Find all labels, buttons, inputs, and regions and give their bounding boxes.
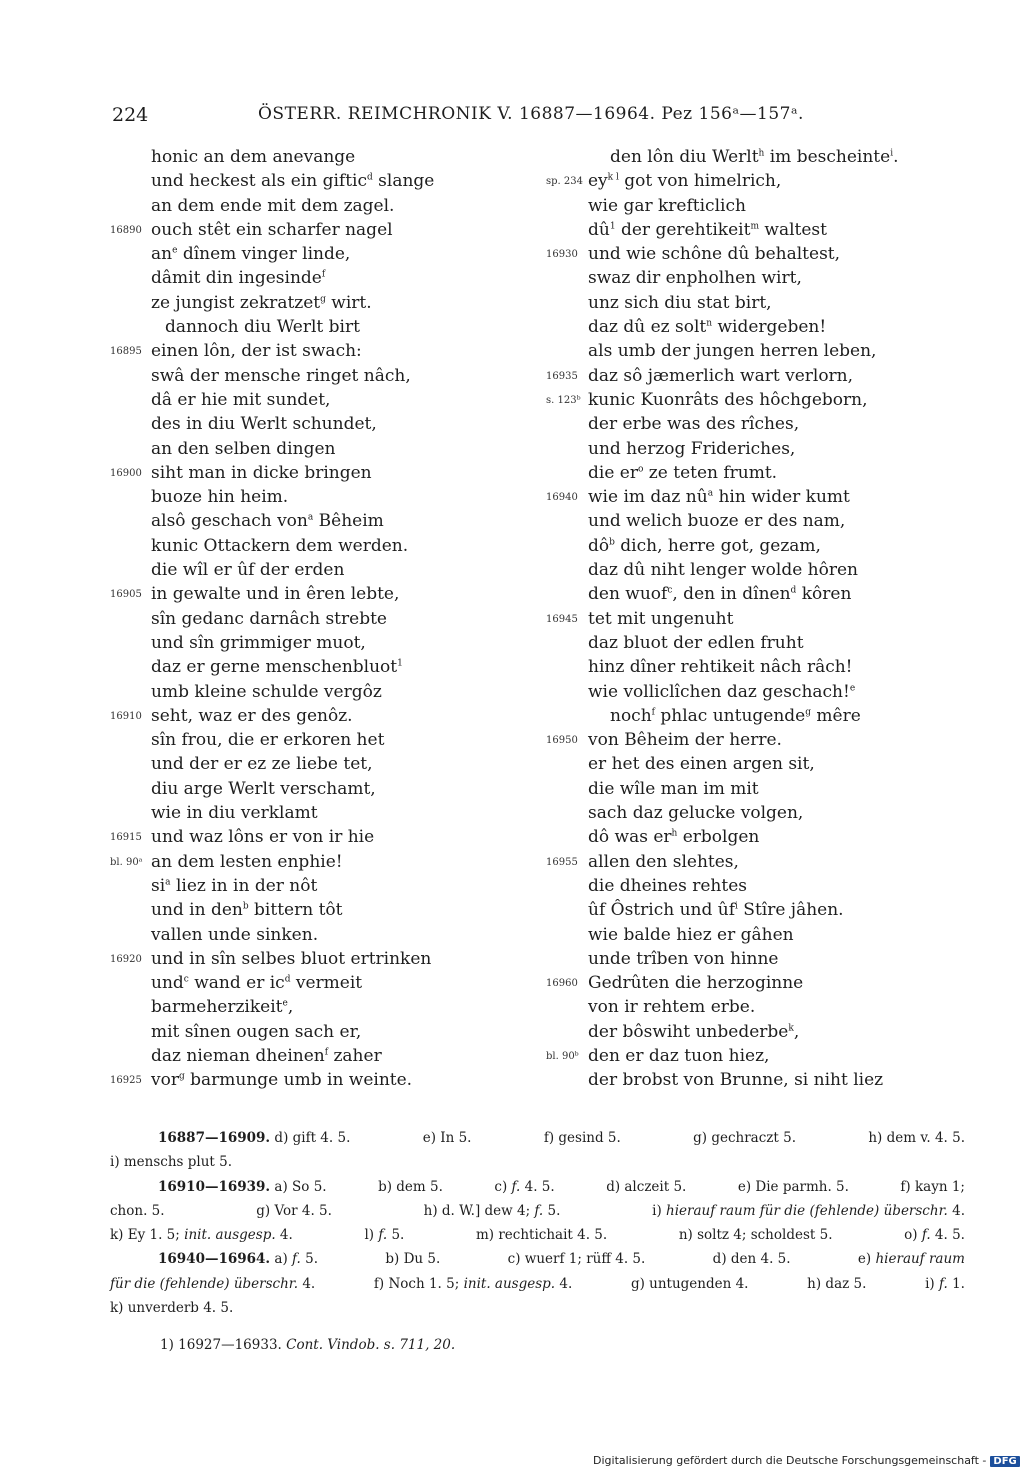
apparatus-entry: 16910—16939. a) So 5. (158, 1178, 327, 1195)
verse-line (110, 509, 510, 533)
apparatus-entry: n) soltz 4; scholdest 5. (678, 1227, 833, 1244)
verse-line (546, 437, 966, 461)
verse-text: wie volliclîchen daz geschach!$^e$ (588, 681, 856, 702)
verse-text: mit sînen ougen sach er, (151, 1021, 362, 1042)
verse-line (546, 242, 966, 266)
line-number: 16940 (546, 492, 578, 504)
verse-line (110, 582, 510, 606)
verse-text: des in diu Werlt schundet, (151, 414, 377, 435)
verse-line (110, 485, 510, 509)
line-number: sp. 234 (546, 176, 583, 188)
verse-line (546, 655, 966, 679)
apparatus-entry: i) hierauf raum für die (fehlende) überschr. 4. (652, 1202, 965, 1219)
verse-line (546, 169, 966, 193)
verse-line (546, 728, 966, 752)
verse-line (110, 898, 510, 922)
verse-line (546, 1044, 966, 1068)
line-number: 16910 (110, 710, 142, 722)
verse-text: und sîn grimmiger muot, (151, 632, 366, 653)
verse-text: vor$^g$ barmunge umb in weinte. (151, 1070, 413, 1091)
verse-line (546, 971, 966, 995)
verse-text: seht, waz er des genôz. (151, 705, 353, 726)
line-number: 16955 (546, 856, 578, 868)
apparatus-entry: k) Ey 1. 5; init. ausgesp. 4. (110, 1227, 293, 1244)
verse-column-left (110, 145, 510, 1093)
verse-text: wie gar krefticlich (588, 195, 746, 216)
verse-line (110, 923, 510, 947)
verse-line (110, 291, 510, 315)
verse-line (546, 534, 966, 558)
verse-text: dâ er hie mit sundet, (151, 389, 331, 410)
apparatus-entry: h) daz 5. (807, 1275, 867, 1292)
verse-line (110, 995, 510, 1019)
verse-text: $ey^{k l}$ got von himelrich, (588, 171, 782, 192)
page-number: 224 (112, 104, 149, 126)
verse-line (110, 801, 510, 825)
verse-text: tet mit ungenuht (588, 608, 734, 629)
apparatus-entry: h) d. W.] dew 4; f. 5. (423, 1202, 561, 1219)
apparatus-line (110, 1272, 965, 1296)
source-footnote: 1) 16927—16933. Cont. Vindob. s. 711, 20. (160, 1337, 456, 1353)
verse-line (110, 752, 510, 776)
apparatus-entry: f) kayn 1; (900, 1178, 965, 1195)
verse-text: von ir rehtem erbe. (588, 997, 756, 1018)
verse-text: diu arge Werlt verschamt, (151, 778, 376, 799)
apparatus-entry: für die (fehlende) überschr. 4. (110, 1275, 316, 1292)
verse-text: die dheines rehtes (588, 875, 748, 896)
apparatus-entry: d) alczeit 5. (606, 1178, 687, 1195)
apparatus-entry: h) dem v. 4. 5. (868, 1130, 965, 1146)
verse-line (110, 169, 510, 193)
verse-text: kunic Kuonrâts des hôchgeborn, (588, 389, 868, 410)
verse-line (546, 509, 966, 533)
verse-text: hinz dîner rehtikeit nâch râch! (588, 657, 853, 678)
verse-line (546, 315, 966, 339)
verse-text: Gedrûten die herzoginne (588, 973, 804, 994)
verse-text: daz nieman dheinen$^f$ zaher (151, 1045, 382, 1066)
verse-text: und wie schône dû behaltest, (588, 244, 841, 265)
verse-line (110, 680, 510, 704)
verse-text: $si^a$ liez in in der nôt (151, 875, 318, 896)
line-number: 16925 (110, 1075, 142, 1087)
verse-text: sîn gedanc darnâch strebte (151, 608, 387, 629)
verse-line (110, 874, 510, 898)
line-number: 16895 (110, 346, 142, 358)
verse-text: vallen unde sinken. (151, 924, 319, 945)
page-header (112, 104, 832, 130)
verse-text: sîn frou, die er erkoren het (151, 730, 385, 751)
verse-line (110, 947, 510, 971)
verse-text: $an^e$ dînem vinger linde, (151, 244, 351, 265)
apparatus-entry: chon. 5. (110, 1202, 165, 1219)
line-number: 16935 (546, 370, 578, 382)
verse-text: der brobst von Brunne, si niht liez (588, 1070, 884, 1091)
verse-text: unde trîben von hinne (588, 948, 779, 969)
apparatus-line (110, 1150, 965, 1174)
verse-line (546, 752, 966, 776)
verse-line (110, 1044, 510, 1068)
verse-text: von Bêheim der herre. (588, 730, 782, 751)
verse-text: in gewalte und in êren lebte, (151, 584, 400, 605)
verse-line (110, 631, 510, 655)
verse-text: wie im daz $nû^a$ hin wider kumt (588, 487, 850, 508)
verse-line (110, 607, 510, 631)
verse-text: an dem ende mit dem zagel. (151, 195, 395, 216)
verse-line (546, 582, 966, 606)
apparatus-entry: l) f. 5. (364, 1227, 405, 1244)
verse-text: ouch stêt ein scharfer nagel (151, 219, 393, 240)
verse-line (110, 364, 510, 388)
verse-line (546, 412, 966, 436)
verse-line (546, 923, 966, 947)
verse-line (546, 777, 966, 801)
verse-line (546, 704, 966, 728)
line-number: 16920 (110, 953, 142, 965)
verse-line (546, 461, 966, 485)
apparatus-entry: e) In 5. (422, 1130, 472, 1146)
apparatus-entry: f) Noch 1. 5; init. ausgesp. 4. (373, 1275, 573, 1292)
verse-line (546, 339, 966, 363)
verse-text: kunic Ottackern dem werden. (151, 535, 409, 556)
running-title: ÖSTERR. REIMCHRONIK V. 16887—16964. Pez 156ᵃ—157ᵃ. (258, 104, 804, 124)
verse-line (110, 194, 510, 218)
verse-line (110, 339, 510, 363)
verse-text: dâmit din ingesinde$^f$ (151, 268, 326, 289)
verse-text: ûf Ôstrich und $ûf^i$ Stîre jâhen. (588, 900, 844, 921)
verse-line (546, 607, 966, 631)
apparatus-entry: e) hierauf raum (857, 1251, 965, 1268)
verse-text: und heckest als ein giftic$^d$ slange (151, 171, 435, 192)
verse-text: sach daz gelucke volgen, (588, 803, 804, 824)
line-number: 16900 (110, 467, 142, 479)
apparatus-entry: b) Du 5. (385, 1251, 441, 1268)
verse-text: an den selben dingen (151, 438, 336, 459)
apparatus-line (110, 1223, 965, 1247)
line-number: 16950 (546, 735, 578, 747)
verse-line (110, 704, 510, 728)
verse-text: daz er gerne menschenbluot$^1$ (151, 657, 403, 678)
verse-text: der bôswiht unbederbe$^k$, (588, 1021, 800, 1042)
verse-line (110, 777, 510, 801)
verse-text: einen lôn, der ist swach: (151, 341, 362, 362)
verse-text: wie in diu verklamt (151, 803, 318, 824)
apparatus-line (110, 1175, 965, 1199)
verse-text: $dû^1$ der gerehtikeit$^m$ waltest (588, 219, 827, 240)
apparatus-entry: g) untugenden 4. (630, 1275, 749, 1292)
verse-text: wie balde hiez er gâhen (588, 924, 794, 945)
apparatus-entry: b) dem 5. (378, 1178, 443, 1195)
verse-text: $dô^b$ dich, herre got, gezam, (588, 535, 821, 556)
verse-line (546, 825, 966, 849)
apparatus-line (110, 1296, 965, 1320)
dfg-credit (593, 1454, 1020, 1467)
verse-line (546, 1020, 966, 1044)
verse-line (110, 315, 510, 339)
line-number: 16960 (546, 978, 578, 990)
verse-text: swaz dir enpholhen wirt, (588, 268, 802, 289)
verse-line (546, 801, 966, 825)
verse-line (546, 194, 966, 218)
verse-line (110, 558, 510, 582)
verse-line (110, 971, 510, 995)
verse-column-right (546, 145, 966, 1093)
verse-text: siht man in dicke bringen (151, 462, 372, 483)
verse-line (110, 242, 510, 266)
verse-line (110, 534, 510, 558)
verse-text: umb kleine schulde vergôz (151, 681, 382, 702)
verse-line (110, 825, 510, 849)
verse-line (110, 145, 510, 169)
verse-text: daz bluot der edlen fruht (588, 632, 804, 653)
verse-line (546, 266, 966, 290)
verse-line (546, 218, 966, 242)
verse-text: und$^c$ wand er $ic^d$ vermeit (151, 973, 363, 994)
verse-text: und der er ez ze liebe tet, (151, 754, 373, 775)
verse-text: barmeherzikeit$^e$, (151, 997, 294, 1018)
apparatus-entry: g) Vor 4. 5. (256, 1202, 332, 1219)
apparatus-entry: o) f. 4. 5. (904, 1227, 965, 1244)
verse-text: und in sîn selbes bluot ertrinken (151, 948, 432, 969)
verse-line (546, 680, 966, 704)
verse-text: die wîle man im mit (588, 778, 759, 799)
verse-text: und herzog Frideriches, (588, 438, 796, 459)
verse-line (546, 388, 966, 412)
verse-text: der erbe was des rîches, (588, 414, 800, 435)
verse-text: die wîl er ûf der erden (151, 560, 345, 581)
verse-text: unz sich diu stat birt, (588, 292, 772, 313)
line-number: bl. 90ᵇ (546, 1050, 579, 1062)
verse-line (546, 364, 966, 388)
verse-text: an dem lesten enphie! (151, 851, 343, 872)
verse-line (110, 655, 510, 679)
line-number: 16905 (110, 589, 142, 601)
verse-line (110, 437, 510, 461)
verse-text: den lôn diu Werlt$^h$ im bescheinte$^i$. (610, 147, 899, 167)
verse-line (110, 850, 510, 874)
apparatus-entry: f) gesind 5. (543, 1130, 621, 1146)
verse-line (110, 266, 510, 290)
line-number: 16945 (546, 613, 578, 625)
apparatus-line (110, 1126, 965, 1150)
verse-line (110, 1020, 510, 1044)
apparatus-entry: c) f. 4. 5. (494, 1178, 555, 1195)
apparatus-entry: d) den 4. 5. (712, 1251, 791, 1268)
verse-text: den wuof$^c$, den in dînen$^d$ kôren (588, 584, 852, 605)
verse-line (110, 461, 510, 485)
verse-text: swâ der mensche ringet nâch, (151, 365, 411, 386)
apparatus-entry: e) Die parmh. 5. (737, 1178, 849, 1195)
verse-text: allen den slehtes, (588, 851, 739, 872)
apparatus-entry: i) menschs plut 5. (110, 1154, 233, 1171)
apparatus-line (110, 1199, 965, 1223)
verse-text: und waz lôns er von ir hie (151, 827, 375, 848)
verse-line (110, 412, 510, 436)
verse-line (546, 485, 966, 509)
apparatus-entry: 16940—16964. a) f. 5. (158, 1251, 319, 1268)
line-number: bl. 90ᵃ (110, 856, 143, 868)
verse-line (546, 558, 966, 582)
verse-line (546, 291, 966, 315)
apparatus-entry: c) wuerf 1; rüff 4. 5. (507, 1251, 646, 1268)
line-number: 16915 (110, 832, 142, 844)
verse-line (110, 728, 510, 752)
apparatus-entry: 16887—16909. d) gift 4. 5. (158, 1130, 351, 1146)
verse-line (110, 388, 510, 412)
verse-text: dannoch diu Werlt birt (165, 317, 360, 338)
line-number: 16930 (546, 249, 578, 261)
verse-line (546, 995, 966, 1019)
verse-text: honic an dem anevange (151, 147, 356, 167)
apparatus-line (110, 1247, 965, 1271)
verse-text: buoze hin heim. (151, 487, 289, 508)
verse-text: den er daz tuon hiez, (588, 1045, 770, 1066)
verse-text: dô was $er^h$ erbolgen (588, 827, 760, 848)
verse-line (110, 1068, 510, 1092)
verse-line (110, 218, 510, 242)
verse-text: daz dû niht lenger wolde hôren (588, 560, 858, 581)
verse-text: und in den$^b$ bittern tôt (151, 900, 343, 921)
verse-line (546, 631, 966, 655)
apparatus-entry: i) f. 1. (925, 1275, 965, 1292)
verse-text: als umb der jungen herren leben, (588, 341, 877, 362)
dfg-credit-text: Digitalisierung gefördert durch die Deutsche Forschungsgemeinschaft - (593, 1454, 987, 1467)
critical-apparatus (110, 1126, 965, 1320)
verse-line (546, 874, 966, 898)
verse-text: daz sô jæmerlich wart verlorn, (588, 365, 854, 386)
verse-text: die $er^o$ ze teten frumt. (588, 462, 778, 483)
line-number: 16890 (110, 224, 142, 236)
verse-line (546, 1068, 966, 1092)
verse-text: und welich buoze er des nam, (588, 511, 846, 532)
apparatus-entry: m) rechtichait 4. 5. (475, 1227, 608, 1244)
verse-line (546, 898, 966, 922)
verse-line (546, 947, 966, 971)
line-number: s. 123ᵇ (546, 394, 581, 406)
apparatus-entry: g) gechraczt 5. (693, 1130, 796, 1146)
apparatus-entry: k) unverderb 4. 5. (110, 1300, 234, 1317)
verse-line (546, 850, 966, 874)
verse-text: noch$^f$ phlac untugende$^g$ mêre (610, 705, 861, 726)
dfg-logo: DFG (990, 1456, 1019, 1467)
verse-text: daz dû ez solt$^n$ widergeben! (588, 317, 827, 338)
verse-text: alsô geschach von$^a$ Bêheim (151, 511, 384, 532)
verse-text: ze jungist zekratzet$^g$ wirt. (151, 292, 372, 313)
verse-text: er het des einen argen sit, (588, 754, 815, 775)
verse-line (546, 145, 966, 169)
